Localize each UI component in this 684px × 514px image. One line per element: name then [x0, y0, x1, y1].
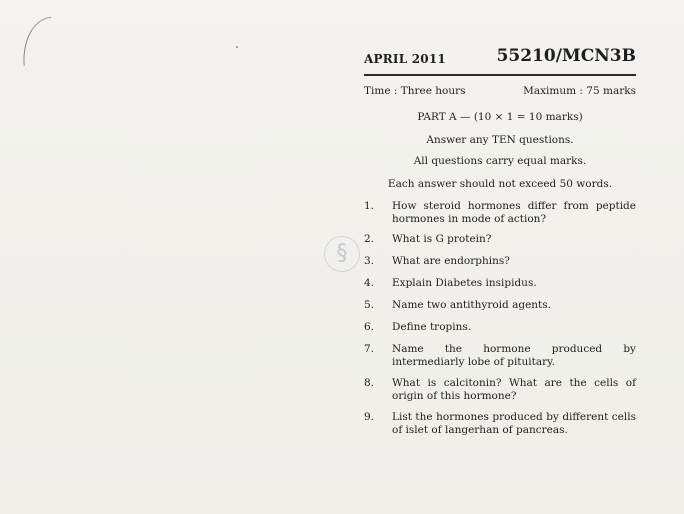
- question-text: Name the hormone produced by intermediarly lobe of pituitary.: [392, 343, 636, 368]
- header-divider: [364, 74, 636, 76]
- question-text: Define tropins.: [392, 321, 472, 333]
- question-text: What is calcitonin? What are the cells of origin of this hormone?: [392, 377, 636, 402]
- question-number: 4.: [364, 277, 375, 289]
- part-heading: PART A — (10 × 1 = 10 marks): [417, 111, 583, 123]
- maximum-marks: Maximum : 75 marks: [523, 85, 636, 97]
- paper-header: [364, 46, 636, 74]
- question-number: 6.: [364, 321, 375, 333]
- corner-fold-mark: [20, 17, 54, 66]
- question-number: 8.: [364, 377, 375, 389]
- question-number: 5.: [364, 299, 375, 311]
- question-text: What is G protein?: [392, 233, 492, 245]
- paper-speck: [236, 46, 238, 48]
- question-text: Name two antithyroid agents.: [392, 299, 551, 311]
- question-number: 2.: [364, 233, 375, 245]
- paper-code: 55210/MCN3B: [496, 46, 636, 66]
- question-number: 7.: [364, 343, 375, 355]
- instruction-line: Each answer should not exceed 50 words.: [387, 178, 613, 190]
- instruction-line: Answer any TEN questions.: [426, 134, 574, 146]
- question-number: 1.: [364, 200, 375, 212]
- watermark-stamp-icon: §: [324, 236, 360, 272]
- question-number: 3.: [364, 255, 375, 267]
- question-text: What are endorphins?: [392, 255, 510, 267]
- exam-duration: Time : Three hours: [364, 85, 466, 97]
- instruction-line: All questions carry equal marks.: [413, 155, 587, 167]
- exam-date: APRIL 2011: [364, 52, 446, 66]
- question-text: List the hormones produced by different cells of islet of langerhan of pancreas.: [392, 411, 636, 436]
- question-number: 9.: [364, 411, 375, 423]
- question-text: Explain Diabetes insipidus.: [392, 277, 537, 289]
- question-text: How steroid hormones differ from peptide hormones in mode of action?: [392, 200, 636, 225]
